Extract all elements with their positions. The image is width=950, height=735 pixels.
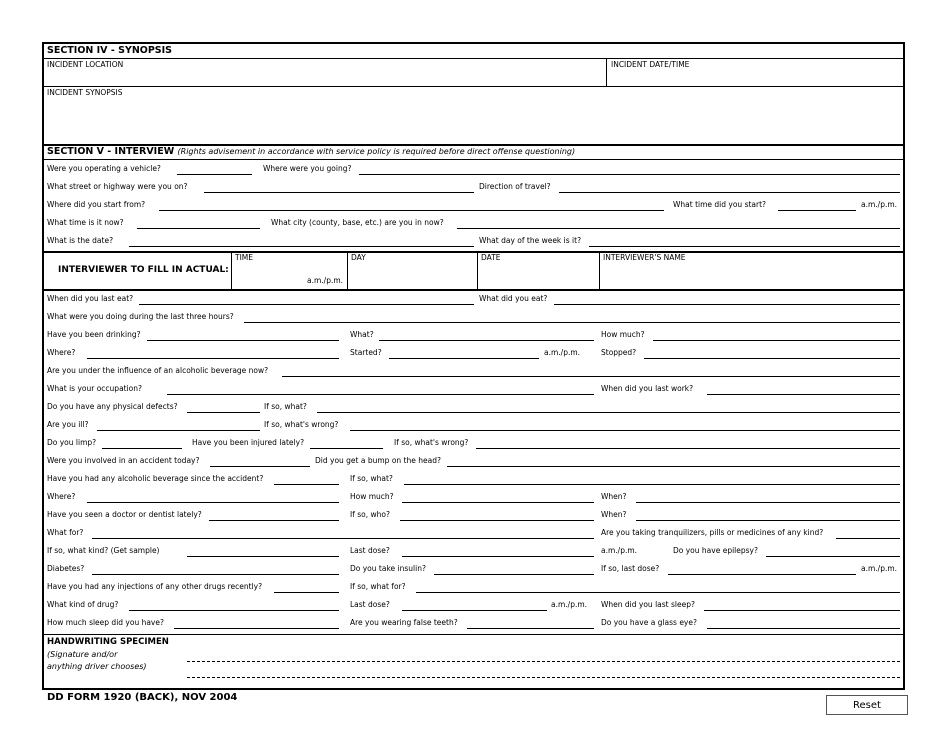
q-what-kind-sample: If so, what kind? (Get sample) bbox=[47, 546, 160, 555]
answer-occupation[interactable] bbox=[167, 394, 594, 395]
q-defects-what: If so, what? bbox=[264, 402, 307, 411]
answer-insulin-last-dose[interactable] bbox=[668, 574, 856, 575]
ampm-started: a.m./p.m. bbox=[544, 348, 581, 357]
q-last-dose: Last dose? bbox=[350, 546, 390, 555]
q-insulin: Do you take insulin? bbox=[350, 564, 426, 573]
handwriting-note-2: anything driver chooses) bbox=[47, 662, 147, 671]
answer-limp[interactable] bbox=[102, 448, 182, 449]
q-last-eat: When did you last eat? bbox=[47, 294, 134, 303]
answer-kind-drug[interactable] bbox=[129, 610, 339, 611]
section-v-note: (Rights advisement in accordance with service policy is required before direct offense questioning) bbox=[177, 147, 576, 156]
q-kind-drug: What kind of drug? bbox=[47, 600, 119, 609]
answer-start-from[interactable] bbox=[159, 210, 664, 211]
answer-epilepsy[interactable] bbox=[766, 556, 900, 557]
section-v-title: SECTION V - INTERVIEW (Rights advisement in accordance with service policy is required before direct offense questioning) bbox=[47, 146, 576, 157]
q-epilepsy: Do you have epilepsy? bbox=[673, 546, 758, 555]
answer-injured-wrong[interactable] bbox=[476, 448, 900, 449]
q-doctor: Have you seen a doctor or dentist lately? bbox=[47, 510, 202, 519]
handwriting-note-1: (Signature and/or bbox=[47, 650, 118, 659]
answer-drug-last-dose[interactable] bbox=[402, 610, 547, 611]
answer-drinking[interactable] bbox=[147, 340, 339, 341]
answer-drinking-where[interactable] bbox=[87, 358, 339, 359]
answer-insulin[interactable] bbox=[434, 574, 594, 575]
answer-what-for[interactable] bbox=[92, 538, 594, 539]
ampm-drug-last-dose: a.m./p.m. bbox=[551, 600, 588, 609]
q-limp: Do you limp? bbox=[47, 438, 97, 447]
answer-since-when[interactable] bbox=[636, 502, 900, 503]
q-time-start: What time did you start? bbox=[673, 200, 767, 209]
q-diabetes: Diabetes? bbox=[47, 564, 85, 573]
answer-operating-vehicle[interactable] bbox=[177, 174, 252, 175]
q-much-sleep: How much sleep did you have? bbox=[47, 618, 164, 627]
actual-interviewer-name-label: INTERVIEWER'S NAME bbox=[603, 253, 686, 262]
answer-ill[interactable] bbox=[97, 430, 260, 431]
q-occupation: What is your occupation? bbox=[47, 384, 143, 393]
section-iv-title: SECTION IV - SYNOPSIS bbox=[47, 45, 173, 56]
answer-city[interactable] bbox=[457, 228, 900, 229]
q-false-teeth: Are you wearing false teeth? bbox=[350, 618, 458, 627]
answer-drinking-how-much[interactable] bbox=[653, 340, 900, 341]
handwriting-title: HANDWRITING SPECIMEN bbox=[47, 637, 169, 647]
q-doctor-who: If so, who? bbox=[350, 510, 390, 519]
answer-ill-wrong[interactable] bbox=[350, 430, 900, 431]
q-since-accident-what: If so, what? bbox=[350, 474, 393, 483]
q-operating-vehicle: Were you operating a vehicle? bbox=[47, 164, 161, 173]
answer-weekday[interactable] bbox=[589, 246, 900, 247]
q-start-from: Where did you start from? bbox=[47, 200, 146, 209]
q-date: What is the date? bbox=[47, 236, 114, 245]
answer-where-going[interactable] bbox=[359, 174, 900, 175]
q-since-accident: Have you had any alcoholic beverage since the accident? bbox=[47, 474, 264, 483]
q-since-how-much: How much? bbox=[350, 492, 394, 501]
handwriting-line-2[interactable] bbox=[187, 677, 900, 678]
dd-form-1920-back bbox=[42, 42, 905, 690]
answer-time-start[interactable] bbox=[778, 210, 856, 211]
answer-since-accident[interactable] bbox=[274, 484, 339, 485]
answer-drinking-what[interactable] bbox=[379, 340, 594, 341]
answer-false-teeth[interactable] bbox=[467, 628, 594, 629]
answer-glass-eye[interactable] bbox=[707, 628, 900, 629]
answer-time-now[interactable] bbox=[137, 228, 260, 229]
answer-since-where[interactable] bbox=[87, 502, 339, 503]
q-direction: Direction of travel? bbox=[479, 182, 551, 191]
q-doing: What were you doing during the last three hours? bbox=[47, 312, 234, 321]
answer-what-kind-sample[interactable] bbox=[187, 556, 339, 557]
answer-last-work[interactable] bbox=[707, 394, 900, 395]
q-ill: Are you ill? bbox=[47, 420, 89, 429]
answer-defects[interactable] bbox=[187, 412, 260, 413]
answer-since-how-much[interactable] bbox=[402, 502, 594, 503]
q-bump: Did you get a bump on the head? bbox=[315, 456, 441, 465]
q-tranquilizers: Are you taking tranquilizers, pills or medicines of any kind? bbox=[601, 528, 824, 537]
answer-last-sleep[interactable] bbox=[704, 610, 900, 611]
answer-started[interactable] bbox=[389, 358, 539, 359]
q-where-going: Where were you going? bbox=[263, 164, 352, 173]
actual-date-label: DATE bbox=[481, 253, 501, 262]
actual-title: INTERVIEWER TO FILL IN ACTUAL: bbox=[58, 265, 229, 275]
answer-injections-what-for[interactable] bbox=[416, 592, 900, 593]
answer-diabetes[interactable] bbox=[92, 574, 339, 575]
q-since-where: Where? bbox=[47, 492, 76, 501]
q-what-eat: What did you eat? bbox=[479, 294, 548, 303]
actual-day-label: DAY bbox=[351, 253, 366, 262]
q-injections-what-for: If so, what for? bbox=[350, 582, 406, 591]
answer-doctor-who[interactable] bbox=[400, 520, 594, 521]
answer-bump[interactable] bbox=[447, 466, 900, 467]
answer-date[interactable] bbox=[129, 246, 474, 247]
q-stopped: Stopped? bbox=[601, 348, 637, 357]
q-city: What city (county, base, etc.) are you in now? bbox=[271, 218, 444, 227]
ampm-insulin: a.m./p.m. bbox=[861, 564, 898, 573]
actual-time-ampm: a.m./p.m. bbox=[307, 276, 344, 285]
q-defects: Do you have any physical defects? bbox=[47, 402, 178, 411]
q-since-when: When? bbox=[601, 492, 627, 501]
q-weekday: What day of the week is it? bbox=[479, 236, 582, 245]
ampm-last-dose: a.m./p.m. bbox=[601, 546, 638, 555]
q-drug-last-dose: Last dose? bbox=[350, 600, 390, 609]
q-drinking-where: Where? bbox=[47, 348, 76, 357]
q-drinking-how-much: How much? bbox=[601, 330, 645, 339]
answer-stopped[interactable] bbox=[644, 358, 900, 359]
answer-last-eat[interactable] bbox=[139, 304, 474, 305]
answer-direction[interactable] bbox=[559, 192, 900, 193]
answer-influence[interactable] bbox=[282, 376, 900, 377]
q-last-work: When did you last work? bbox=[601, 384, 694, 393]
answer-tranquilizers[interactable] bbox=[836, 538, 900, 539]
answer-injured[interactable] bbox=[310, 448, 383, 449]
incident-datetime-label: INCIDENT DATE/TIME bbox=[611, 60, 690, 69]
answer-doctor[interactable] bbox=[209, 520, 339, 521]
q-ill-wrong: If so, what's wrong? bbox=[264, 420, 339, 429]
incident-location-label: INCIDENT LOCATION bbox=[47, 60, 124, 69]
answer-injections[interactable] bbox=[274, 592, 339, 593]
handwriting-line-1[interactable] bbox=[187, 661, 900, 662]
q-street: What street or highway were you on? bbox=[47, 182, 188, 191]
answer-last-dose[interactable] bbox=[402, 556, 594, 557]
q-doctor-when: When? bbox=[601, 510, 627, 519]
q-influence: Are you under the influence of an alcoholic beverage now? bbox=[47, 366, 269, 375]
answer-street[interactable] bbox=[204, 192, 474, 193]
answer-since-accident-what[interactable] bbox=[404, 484, 900, 485]
q-injured: Have you been injured lately? bbox=[192, 438, 305, 447]
q-accident: Were you involved in an accident today? bbox=[47, 456, 200, 465]
actual-time-label: TIME bbox=[235, 253, 254, 262]
q-time-now: What time is it now? bbox=[47, 218, 124, 227]
answer-doctor-when[interactable] bbox=[636, 520, 900, 521]
answer-what-eat[interactable] bbox=[554, 304, 900, 305]
answer-defects-what[interactable] bbox=[317, 412, 900, 413]
q-last-sleep: When did you last sleep? bbox=[601, 600, 695, 609]
ampm-time-start: a.m./p.m. bbox=[861, 200, 898, 209]
reset-button[interactable]: Reset bbox=[826, 695, 908, 715]
answer-much-sleep[interactable] bbox=[174, 628, 339, 629]
q-drinking: Have you been drinking? bbox=[47, 330, 141, 339]
answer-doing[interactable] bbox=[244, 322, 900, 323]
answer-accident[interactable] bbox=[210, 466, 310, 467]
q-injections: Have you had any injections of any other drugs recently? bbox=[47, 582, 263, 591]
q-injured-wrong: If so, what's wrong? bbox=[394, 438, 469, 447]
q-insulin-last-dose: If so, last dose? bbox=[601, 564, 660, 573]
q-drinking-what: What? bbox=[350, 330, 374, 339]
incident-synopsis-label: INCIDENT SYNOPSIS bbox=[47, 88, 123, 97]
q-started: Started? bbox=[350, 348, 382, 357]
q-glass-eye: Do you have a glass eye? bbox=[601, 618, 697, 627]
form-footer: DD FORM 1920 (BACK), NOV 2004 bbox=[47, 692, 238, 703]
q-what-for: What for? bbox=[47, 528, 84, 537]
